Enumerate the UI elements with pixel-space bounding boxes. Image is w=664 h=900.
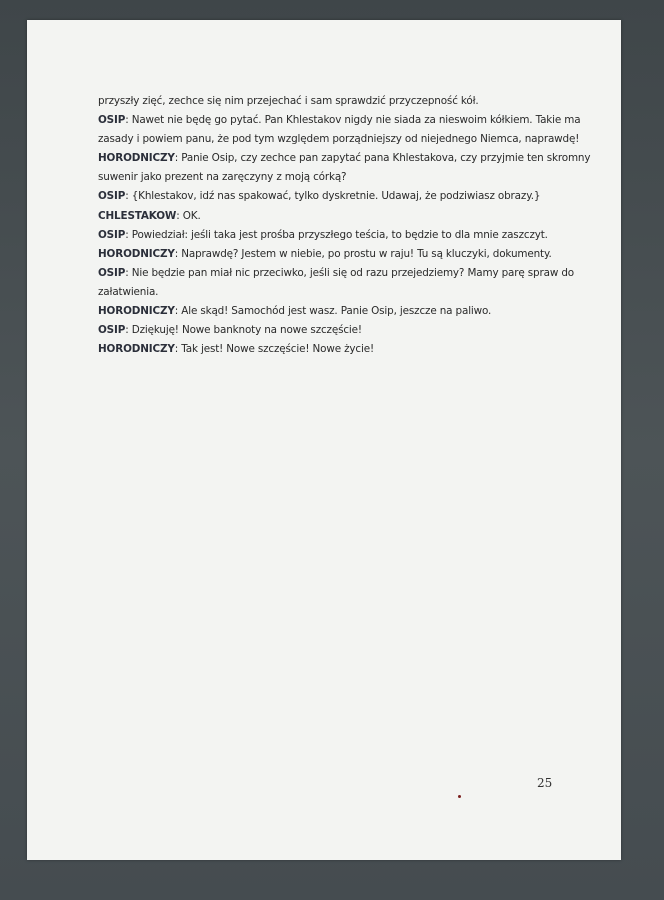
line-text: {Khlestakov, idź nas spakować, tylko dyskretnie. Udawaj, że podziwiasz obrazy.} [128, 190, 541, 203]
speaker-name: HORODNICZY [98, 247, 175, 260]
speaker-separator: : [176, 209, 180, 222]
ink-speck [458, 795, 461, 798]
line-text: Nawet nie będę go pytać. Pan Khlestakov nigdy nie siada za nieswoim kółkiem. Takie ma [128, 114, 581, 127]
speaker-name: OSIP [98, 266, 126, 279]
line-text: przyszły zięć, zechce się nim przejechać i sam sprawdzić przyczepność kół. [98, 95, 479, 107]
line-text: Nie będzie pan miał nic przeciwko, jeśli się od razu przejedziemy? Mamy parę spraw do [128, 266, 574, 279]
page-number: 25 [537, 776, 553, 790]
line-text: Powiedział: jeśli taka jest prośba przyszłego teścia, to będzie to dla mnie zaszczyt. [128, 228, 548, 241]
dialogue-line [98, 245, 560, 264]
dialogue-line [98, 321, 560, 340]
line-text: Panie Osip, czy zechce pan zapytać pana Khlestakova, czy przyjmie ten skromny [178, 152, 591, 165]
document-page [27, 20, 621, 860]
dialogue-line [98, 340, 560, 359]
dialogue-line [98, 111, 581, 130]
line-text: Tak jest! Nowe szczęście! Nowe życie! [178, 343, 374, 356]
speaker-separator: : [125, 324, 129, 337]
line-text: zasady i powiem panu, że pod tym względem porządniejszy od niejednego Niemca, naprawdę! [98, 133, 580, 146]
speaker-name: HORODNICZY [98, 343, 175, 356]
line-text: Naprawdę? Jestem w niebie, po prostu w raju! Tu są kluczyki, dokumenty. [178, 247, 552, 260]
dialogue-line [98, 264, 574, 283]
speaker-separator: : [174, 247, 179, 260]
dialogue-line [98, 207, 560, 226]
speaker-name: CHLESTAKOW [98, 209, 177, 222]
line-text: załatwienia. [98, 285, 159, 298]
text-line [98, 130, 580, 149]
line-text: OK. [179, 209, 201, 222]
speaker-name: OSIP [98, 324, 126, 337]
dialogue-text [98, 92, 591, 359]
speaker-name: OSIP [98, 190, 126, 203]
speaker-separator: : [174, 343, 179, 356]
speaker-separator: : [125, 114, 129, 127]
text-line [98, 168, 560, 187]
speaker-separator: : [174, 305, 179, 318]
speaker-separator: : [174, 152, 179, 165]
speaker-name: OSIP [98, 228, 126, 241]
dialogue-line [98, 226, 560, 245]
dialogue-line [98, 302, 560, 321]
speaker-name: HORODNICZY [98, 305, 175, 318]
speaker-separator: : [125, 190, 129, 203]
speaker-name: OSIP [98, 114, 126, 127]
line-text: Ale skąd! Samochód jest wasz. Panie Osip, jeszcze na paliwo. [178, 305, 492, 318]
text-line [98, 92, 560, 111]
dialogue-line [98, 149, 591, 168]
speaker-name: HORODNICZY [98, 152, 175, 165]
line-text: Dziękuję! Nowe banknoty na nowe szczęście! [128, 324, 362, 337]
speaker-separator: : [125, 266, 129, 279]
line-text: suwenir jako prezent na zaręczyny z moją córką? [98, 171, 347, 184]
dialogue-line [98, 187, 560, 206]
speaker-separator: : [125, 228, 129, 241]
text-line [98, 283, 560, 302]
